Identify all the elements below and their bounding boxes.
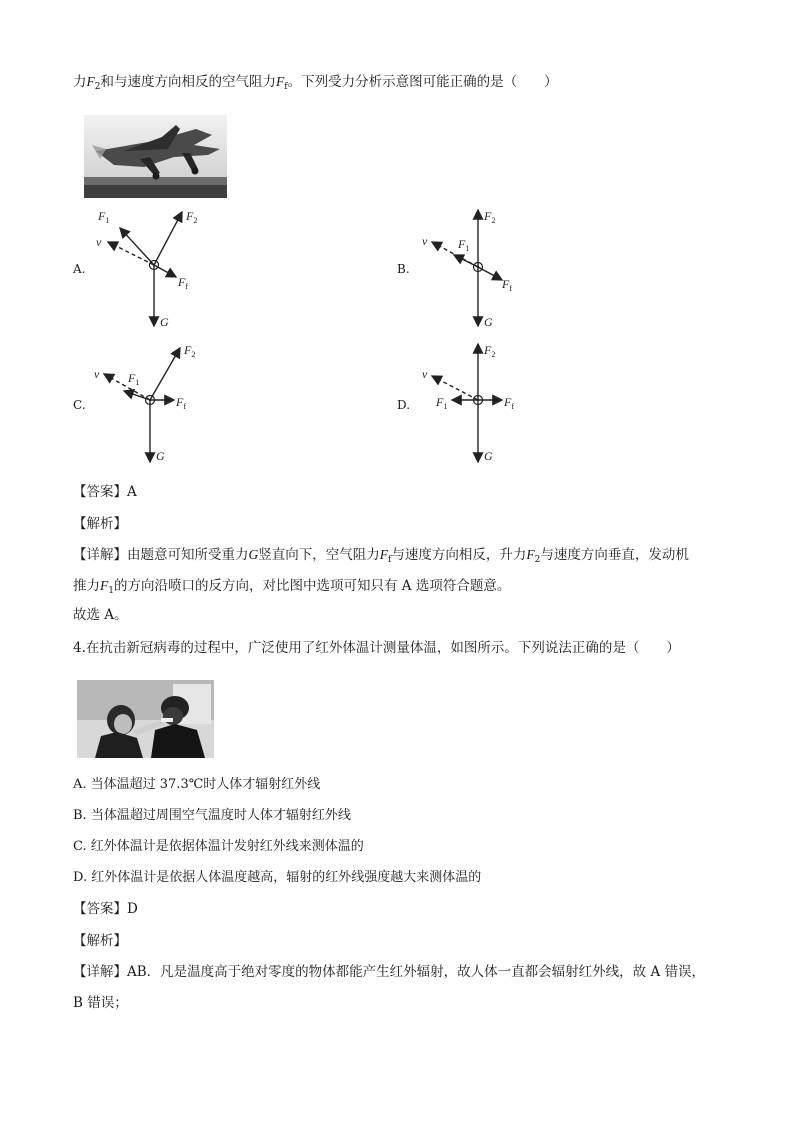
- option-c-diagram: [90, 336, 210, 468]
- q3-stem-pre: 力: [73, 74, 87, 90]
- svg-text:Ff: $F_f$: [176, 395, 187, 411]
- a-arrow-ff: [154, 265, 176, 277]
- svg-text:v: v: [94, 367, 100, 381]
- answer-4: [73, 899, 138, 919]
- svg-text:G: G: [156, 449, 165, 463]
- ff-subscript: f: [284, 82, 288, 92]
- detail-3-line3: 故选 A。: [73, 607, 128, 623]
- option-b-diagram: [414, 200, 534, 332]
- answer-3: [73, 482, 137, 502]
- svg-text:F2: $F_2$: [184, 343, 196, 359]
- svg-text:F1: $F_1$: [98, 209, 110, 225]
- svg-text:F1: $F_1$: [458, 237, 470, 253]
- svg-text:Ff: $F_f$: [502, 277, 513, 293]
- answer-3-value: A: [127, 484, 137, 500]
- c-arrow-v: [104, 374, 150, 400]
- q4-option-c: C. 红外体温计是依据体温计发射红外线来测体温的: [73, 839, 364, 854]
- detail-4-line1: 【详解】AB．凡是温度高于绝对零度的物体都能产生红外辐射，故人体一直都会辐射红外线，故 A 错误，: [73, 964, 706, 980]
- analysis-3: [73, 514, 127, 534]
- analysis-3-tag: 【解析】: [73, 516, 127, 532]
- svg-text:F2: $F_2$: [484, 209, 496, 225]
- svg-text:v: v: [422, 234, 428, 248]
- a-arrow-f1: [120, 228, 154, 265]
- svg-text:F2: $F_2$: [186, 209, 198, 225]
- answer-4-tag: 【答案】: [73, 901, 127, 917]
- q4-option-b: B. 当体温超过周围空气温度时人体才辐射红外线: [73, 808, 351, 823]
- option-b-label: B.: [397, 262, 410, 276]
- a-arrow-f2: [154, 212, 182, 265]
- option-a-label: A.: [73, 262, 86, 276]
- answer-4-value: D: [127, 901, 138, 917]
- thermometer-photo: [77, 680, 214, 758]
- f2-symbol: F: [86, 74, 95, 89]
- detail-4-line2: B 错误；: [73, 995, 128, 1011]
- jet-photo: [84, 115, 227, 198]
- option-c-label: C.: [73, 398, 86, 412]
- svg-text:Ff: $F_f$: [504, 395, 515, 411]
- svg-text:F1: $F_1$: [436, 395, 448, 411]
- svg-text:G: G: [484, 449, 493, 463]
- analysis-4-tag: 【解析】: [73, 933, 127, 949]
- svg-text:F1: $F_1$: [128, 371, 140, 387]
- option-d-label: D.: [397, 398, 411, 412]
- f2-subscript: 2: [94, 82, 101, 92]
- thermometer-image: [77, 680, 214, 758]
- svg-text:v: v: [422, 367, 428, 381]
- q4-option-d: D. 红外体温计是依据人体温度越高，辐射的红外线强度越大来测体温的: [73, 870, 482, 885]
- answer-3-tag: 【答案】: [73, 484, 127, 500]
- q3-stem-post: 。下列受力分析示意图可能正确的是（ ）: [287, 74, 558, 90]
- jet-image: [84, 115, 227, 198]
- option-d-diagram: [414, 336, 534, 468]
- q4-stem: 4.在抗击新冠病毒的过程中，广泛使用了红外体温计测量体温，如图所示。下列说法正确的是（ ）: [73, 640, 680, 656]
- ff-symbol: F: [275, 74, 285, 89]
- q3-stem-line: [73, 72, 558, 97]
- svg-text:F2: $F_2$: [484, 343, 496, 359]
- c-arrow-f2: [150, 348, 180, 400]
- svg-text:Ff: $F_f$: [178, 275, 189, 291]
- a-arrow-v: [108, 242, 154, 265]
- detail-3-line2: 推力$F_1$的方向沿喷口的反方向，对比图中选项可知只有 A 选项符合题意。: [73, 578, 511, 596]
- svg-text:v: v: [96, 235, 102, 249]
- q4-option-a: A. 当体温超过 37.3℃时人体才辐射红外线: [73, 777, 321, 792]
- svg-text:G: G: [484, 315, 493, 329]
- q3-stem-mid: 和与速度方向相反的空气阻力: [100, 74, 276, 90]
- svg-text:G: G: [160, 315, 169, 329]
- option-a-diagram: [90, 200, 210, 332]
- analysis-4: [73, 931, 127, 951]
- detail-3-line1: 【详解】由题意可知所受重力G竖直向下，空气阻力$F_f$与速度方向相反，升力$F_2$与速度方向垂直，发动机: [73, 547, 689, 565]
